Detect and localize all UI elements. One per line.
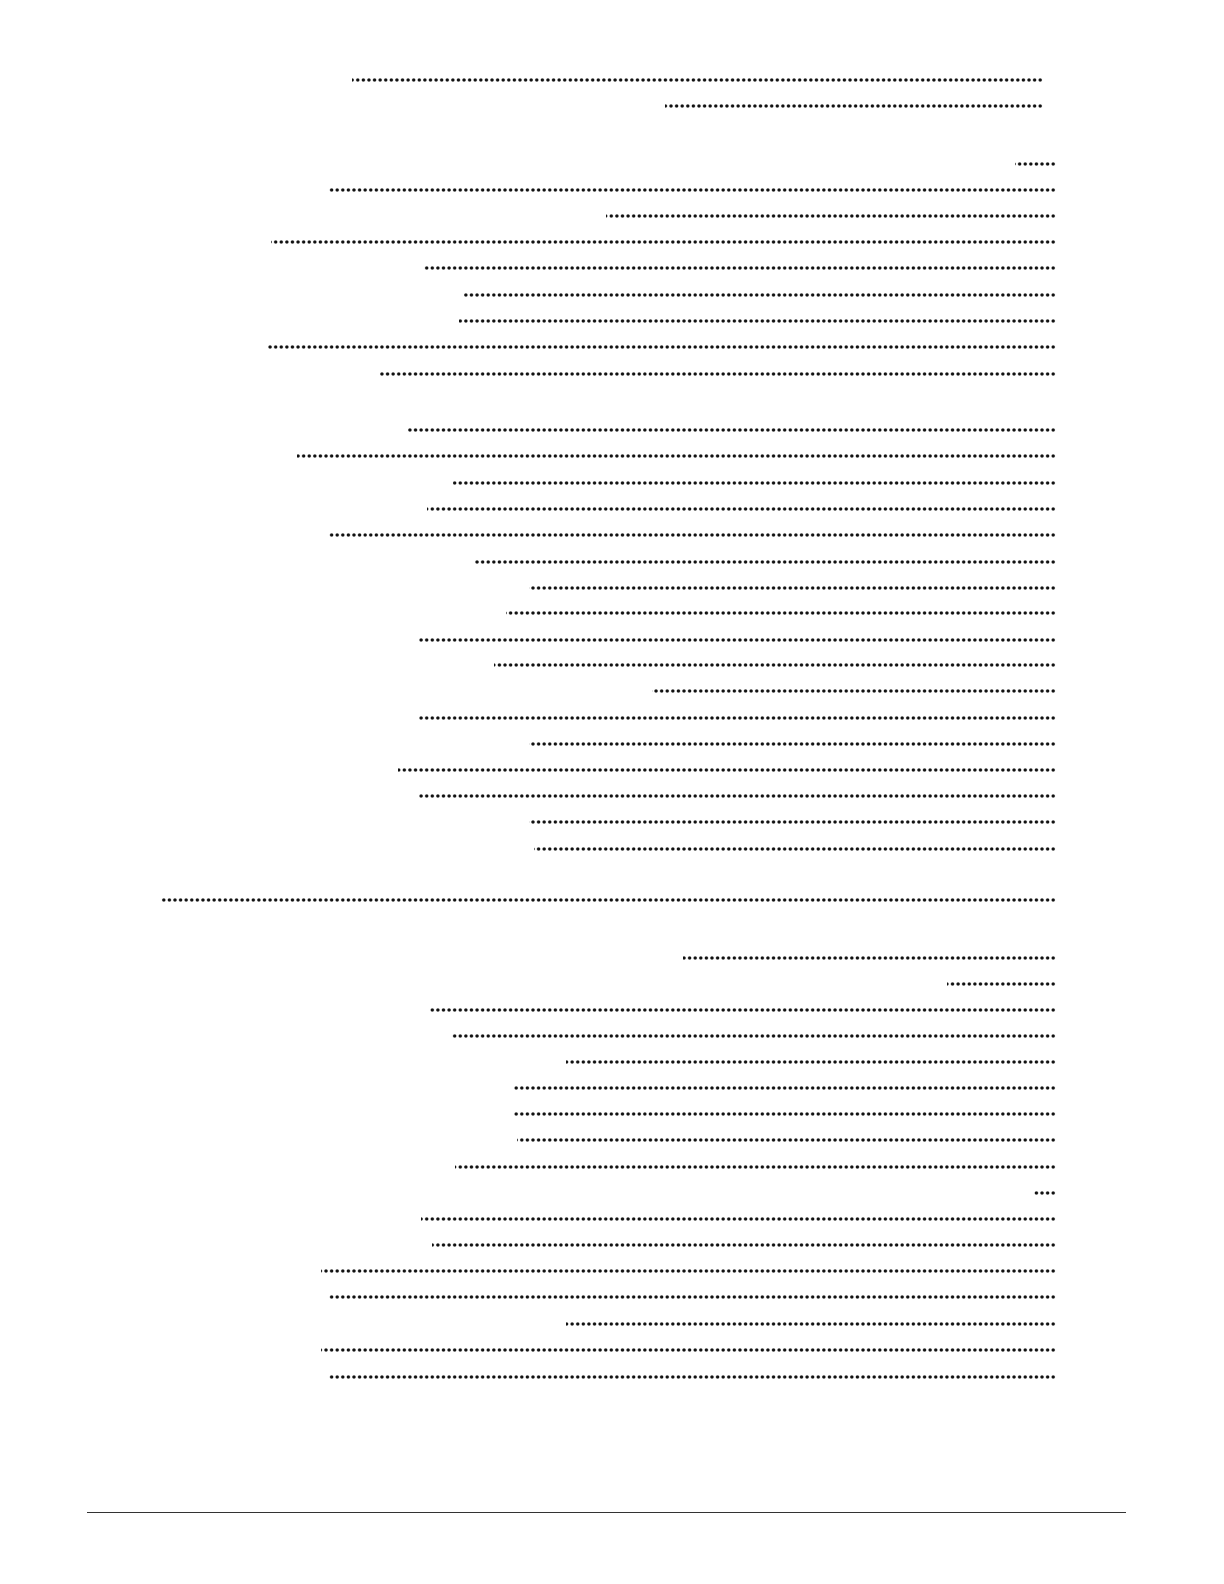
toc-leader-dots <box>267 345 1056 349</box>
toc-leader-dots <box>427 507 1056 511</box>
toc-leader-dots <box>419 638 1056 642</box>
footer-rule <box>87 1512 1126 1513</box>
toc-leader-dots <box>665 104 1043 108</box>
toc-leader-dots <box>474 560 1056 564</box>
toc-leader-dots <box>1015 162 1056 166</box>
toc-leader-dots <box>297 454 1056 458</box>
toc-leader-dots <box>517 1138 1056 1142</box>
toc-leader-dots <box>455 1165 1056 1169</box>
toc-leader-dots <box>947 982 1056 986</box>
toc-leader-dots <box>529 820 1056 824</box>
toc-leader-dots <box>566 1060 1056 1064</box>
toc-leader-dots <box>380 372 1056 376</box>
toc-leader-dots <box>514 1086 1056 1090</box>
toc-leader-dots <box>329 533 1056 537</box>
toc-leader-dots <box>459 319 1056 323</box>
toc-leader-dots <box>161 898 1056 902</box>
toc-leader-dots <box>652 689 1056 693</box>
toc-leader-dots <box>352 78 1043 82</box>
toc-leader-dots <box>321 1269 1056 1273</box>
toc-leader-dots <box>321 1348 1056 1352</box>
toc-leader-dots <box>506 611 1056 615</box>
toc-leader-dots <box>419 716 1056 720</box>
toc-leader-dots <box>408 428 1056 432</box>
toc-leader-dots <box>529 586 1056 590</box>
toc-leader-dots <box>271 240 1056 244</box>
toc-leader-dots <box>419 794 1056 798</box>
toc-leader-dots <box>1033 1191 1056 1195</box>
toc-leader-dots <box>423 266 1056 270</box>
toc-leader-dots <box>430 1008 1056 1012</box>
toc-leader-dots <box>453 481 1056 485</box>
toc-leader-dots <box>451 1034 1056 1038</box>
toc-leader-dots <box>329 1375 1056 1379</box>
toc-leader-dots <box>328 188 1056 192</box>
toc-leader-dots <box>514 1112 1056 1116</box>
toc-leader-dots <box>566 1322 1056 1326</box>
toc-leader-dots <box>683 956 1056 960</box>
toc-leader-dots <box>398 768 1056 772</box>
toc-leader-dots <box>329 1295 1056 1299</box>
toc-leader-dots <box>421 1217 1056 1221</box>
toc-leader-dots <box>534 847 1056 851</box>
toc-leader-dots <box>606 214 1056 218</box>
toc-leader-dots <box>529 742 1056 746</box>
toc-leader-dots <box>464 293 1056 297</box>
toc-leader-dots <box>494 663 1056 667</box>
toc-leader-dots <box>432 1243 1056 1247</box>
